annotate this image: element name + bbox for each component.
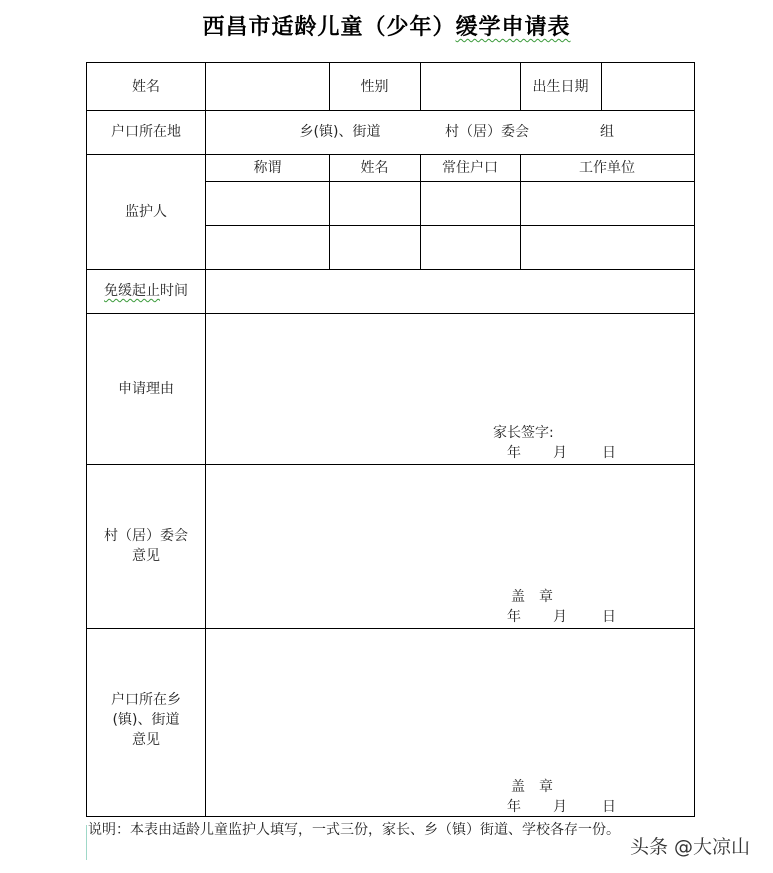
town-opinion-label-line2: (镇)、街道 xyxy=(112,712,180,728)
birth-date-label: 出生日期 xyxy=(532,78,589,95)
reason-date-day: 日 xyxy=(602,445,616,461)
document-title xyxy=(0,10,773,41)
village-date-year: 年 xyxy=(507,609,521,625)
application-form-table xyxy=(86,62,695,817)
hukou-group-label: 组 xyxy=(600,124,614,140)
reason-date-month: 月 xyxy=(553,445,567,461)
village-opinion-label xyxy=(87,464,205,628)
guardian-2-title-field[interactable] xyxy=(206,226,329,269)
hukou-label: 户口所在地 xyxy=(111,124,181,140)
name-field[interactable] xyxy=(206,63,329,110)
village-opinion-label-line2: 意见 xyxy=(132,548,160,564)
guardian-header-title: 称谓 xyxy=(253,159,282,176)
guardian-1-residence-field[interactable] xyxy=(421,182,520,225)
reason-date-year: 年 xyxy=(507,445,521,461)
gender-label: 性别 xyxy=(360,78,389,95)
form-note: 说明：本表由适龄儿童监护人填写，一式三份，家长、乡（镇）街道、学校各存一份。 xyxy=(88,822,620,838)
town-opinion-label xyxy=(87,628,205,816)
hukou-village-label: 村（居）委会 xyxy=(445,124,529,140)
reason-label: 申请理由 xyxy=(118,380,174,397)
guardian-header-workplace: 工作单位 xyxy=(579,159,635,176)
watermark: 头条 @大凉山 xyxy=(630,836,751,858)
guardian-label: 监护人 xyxy=(125,203,167,220)
town-date-month: 月 xyxy=(553,799,567,815)
town-opinion-field[interactable] xyxy=(206,629,694,816)
reason-field[interactable] xyxy=(206,314,694,464)
hukou-town-label: 乡(镇)、街道 xyxy=(299,124,381,140)
village-seal-label: 盖 章 xyxy=(511,589,553,605)
guardian-header-residence: 常住户口 xyxy=(442,159,498,176)
title-text: 西昌市适龄儿童（少年） xyxy=(202,14,456,40)
village-opinion-field[interactable] xyxy=(206,465,694,628)
town-date-year: 年 xyxy=(507,799,521,815)
deferral-period-label-rest: 时间 xyxy=(160,283,188,299)
gender-field[interactable] xyxy=(421,63,520,110)
deferral-period-field[interactable] xyxy=(206,270,694,313)
guardian-1-workplace-field[interactable] xyxy=(521,182,694,225)
deferral-period-label-squiggle: 免缓起止 xyxy=(104,283,160,299)
guardian-2-residence-field[interactable] xyxy=(421,226,520,269)
town-seal-label: 盖 章 xyxy=(511,779,553,795)
guardian-2-workplace-field[interactable] xyxy=(521,226,694,269)
guardian-1-name-field[interactable] xyxy=(330,182,420,225)
deferral-period-label xyxy=(87,269,205,313)
name-label: 姓名 xyxy=(132,78,160,95)
town-opinion-label-line1: 户口所在乡 xyxy=(111,692,181,708)
village-date-day: 日 xyxy=(602,609,616,625)
village-opinion-label-line1: 村（居）委会 xyxy=(104,528,188,544)
birth-date-field[interactable] xyxy=(602,63,694,110)
guardian-2-name-field[interactable] xyxy=(330,226,420,269)
village-date-month: 月 xyxy=(553,609,567,625)
guardian-header-name: 姓名 xyxy=(360,159,389,176)
margin-marker xyxy=(86,825,87,860)
guardian-1-title-field[interactable] xyxy=(206,182,329,225)
parent-signature-label: 家长签字: xyxy=(493,425,554,441)
title-text-squiggle: 缓学申请表 xyxy=(455,14,571,40)
town-date-day: 日 xyxy=(602,799,616,815)
town-opinion-label-line3: 意见 xyxy=(132,732,160,748)
